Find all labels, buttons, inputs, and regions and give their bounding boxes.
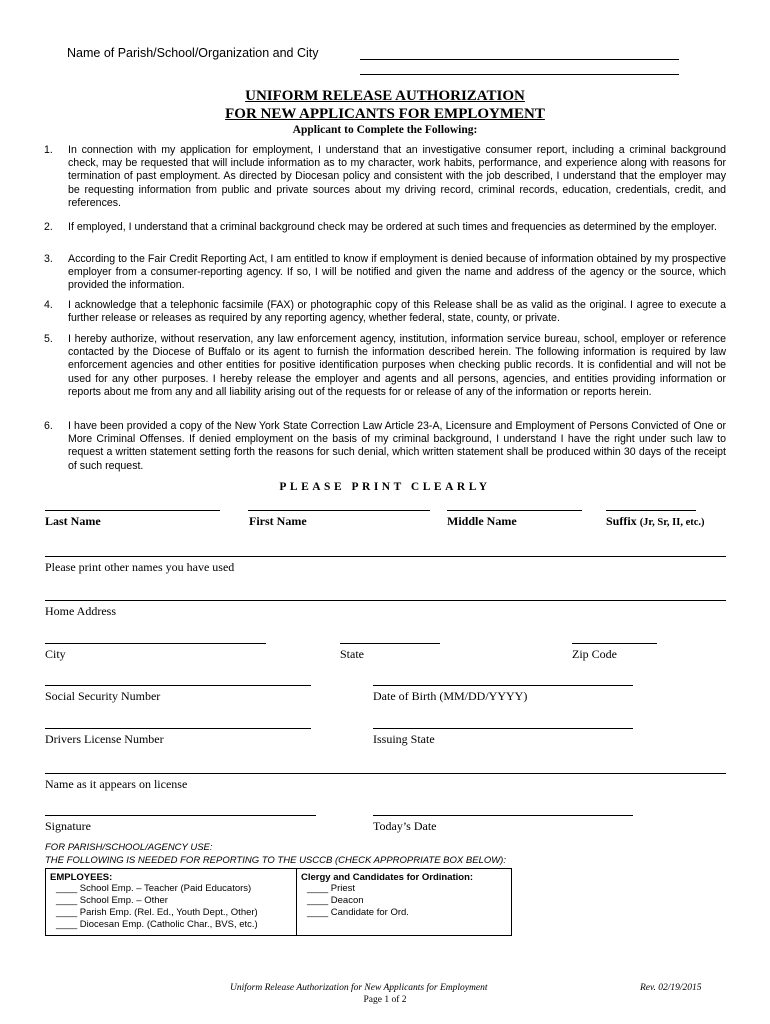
name-on-license-label: Name as it appears on license <box>45 777 188 791</box>
dob-field[interactable] <box>373 685 633 686</box>
paragraph-number: 1. <box>44 144 53 156</box>
last-name-label: Last Name <box>45 514 101 528</box>
todays-date-field[interactable] <box>373 815 633 816</box>
suffix-detail: (Jr, Sr, II, etc.) <box>639 517 705 528</box>
signature-field[interactable] <box>45 815 316 816</box>
paragraph-number: 6. <box>44 420 53 432</box>
paragraph-text: I have been provided a copy of the New York State Correction Law Article 23-A, Licensure and Employment of Persons Convicted of One or More Criminal Offenses. If denied employment on the basis of my criminal background, I understand I have the right under such law to request a written statement setting forth the reasons for such denial, which written statement shall be produced within 30 days of the receipt of such request. <box>68 420 726 472</box>
home-address-field[interactable] <box>45 600 726 601</box>
employee-option-school-other[interactable]: ____ School Emp. – Other <box>56 895 168 906</box>
paragraph-number: 2. <box>44 221 53 233</box>
org-name-line-2[interactable] <box>360 74 679 75</box>
employee-option-teacher[interactable]: ____ School Emp. – Teacher (Paid Educators) <box>56 883 252 894</box>
employees-header: EMPLOYEES: <box>50 872 113 883</box>
footer-page-number: Page 1 of 2 <box>363 995 407 1005</box>
clergy-option-deacon[interactable]: ____ Deacon <box>307 895 364 906</box>
issuing-state-label: Issuing State <box>373 732 435 746</box>
paragraph-number: 4. <box>44 299 53 311</box>
zip-code-field[interactable] <box>572 643 657 644</box>
paragraph-number: 3. <box>44 253 53 265</box>
signature-label: Signature <box>45 819 91 833</box>
paragraph-2 <box>44 221 726 234</box>
issuing-state-field[interactable] <box>373 728 633 729</box>
footer-form-title: Uniform Release Authorization for New Applicants for Employment <box>230 983 488 993</box>
paragraph-text: I hereby authorize, without reservation, any law enforcement agency, institution, information service bureau, school, employer or reference contacted by the Diocese of Buffalo or its agent to furnish the information described herein. The following information is required by law enforcement agencies and other entities for positive identification purposes when checking public records. It is confidential and will not be used for any other purposes. I hereby release the employer and agents and all persons, agencies, and entities providing information or reports about me from any and all liability arising out of the requests for or release of any of the information or reports herein. <box>68 333 726 398</box>
employee-option-diocesan[interactable]: ____ Diocesan Emp. (Catholic Char., BVS, etc.) <box>56 919 258 930</box>
employees-column <box>46 869 297 935</box>
zip-code-label: Zip Code <box>572 647 617 661</box>
paragraph-4 <box>44 299 726 325</box>
middle-name-label: Middle Name <box>447 514 517 528</box>
agency-use-instruction: THE FOLLOWING IS NEEDED FOR REPORTING TO THE USCCB (CHECK APPROPRIATE BOX BELOW): <box>45 855 506 866</box>
print-clearly-heading: PLEASE PRINT CLEARLY <box>279 481 491 493</box>
form-title-line-1: UNIFORM RELEASE AUTHORIZATION <box>245 88 525 104</box>
form-title-line-2: FOR NEW APPLICANTS FOR EMPLOYMENT <box>225 106 545 122</box>
clergy-option-priest[interactable]: ____ Priest <box>307 883 356 894</box>
paragraph-3 <box>44 253 726 293</box>
clergy-column <box>297 869 511 935</box>
last-name-field[interactable] <box>45 510 220 511</box>
home-address-label: Home Address <box>45 604 116 618</box>
paragraph-5 <box>44 333 726 399</box>
state-field[interactable] <box>340 643 440 644</box>
paragraph-text: In connection with my application for employment, I understand that an investigative consumer report, including a criminal background check, may be requested that will include information as to my character, work habits, performance, and experience along with reasons for termination of past employment. As directed by Diocesan policy and consistent with the job described, I understand that the employer may be requesting information from public and private sources about my driving record, criminal records, education, credentials, credit, and references. <box>68 144 726 209</box>
ssn-field[interactable] <box>45 685 311 686</box>
other-names-label: Please print other names you have used <box>45 560 235 574</box>
first-name-label: First Name <box>249 514 307 528</box>
paragraph-text: If employed, I understand that a criminal background check may be ordered at such times and frequencies as determined by the employer. <box>68 221 717 233</box>
suffix-label-text: Suffix <box>606 514 637 528</box>
drivers-license-field[interactable] <box>45 728 311 729</box>
footer-revision: Rev. 02/19/2015 <box>640 983 702 993</box>
other-names-field[interactable] <box>45 556 726 557</box>
agency-use-label: FOR PARISH/SCHOOL/AGENCY USE: <box>45 842 213 853</box>
dob-label: Date of Birth (MM/DD/YYYY) <box>373 689 528 703</box>
suffix-field[interactable] <box>606 510 696 511</box>
paragraph-number: 5. <box>44 333 53 345</box>
reporting-category-box <box>45 868 512 936</box>
org-name-line-1[interactable] <box>360 59 679 60</box>
ssn-label: Social Security Number <box>45 689 161 703</box>
city-field[interactable] <box>45 643 266 644</box>
org-name-label: Name of Parish/School/Organization and City <box>67 46 319 60</box>
paragraph-1 <box>44 144 726 210</box>
city-label: City <box>45 647 66 661</box>
paragraph-text: I acknowledge that a telephonic facsimile (FAX) or photographic copy of this Release shall be as valid as the original. I agree to execute a further release or releases as required by any reporting agency, whether federal, state, county, or private. <box>68 299 726 325</box>
first-name-field[interactable] <box>248 510 430 511</box>
paragraph-6 <box>44 420 726 473</box>
state-label: State <box>340 647 364 661</box>
middle-name-field[interactable] <box>447 510 582 511</box>
employee-option-parish[interactable]: ____ Parish Emp. (Rel. Ed., Youth Dept., Other) <box>56 907 258 918</box>
todays-date-label: Today’s Date <box>373 819 437 833</box>
drivers-license-label: Drivers License Number <box>45 732 164 746</box>
name-on-license-field[interactable] <box>45 773 726 774</box>
clergy-option-candidate[interactable]: ____ Candidate for Ord. <box>307 907 409 918</box>
clergy-header: Clergy and Candidates for Ordination: <box>301 872 474 883</box>
form-subtitle: Applicant to Complete the Following: <box>292 124 478 136</box>
suffix-label <box>606 514 705 529</box>
paragraph-text: According to the Fair Credit Reporting Act, I am entitled to know if employment is denied because of information obtained by my prospective employer from a consumer-reporting agency. If so, I will be notified and given the name and address of the agency or the source, which provided the information. <box>68 253 726 292</box>
